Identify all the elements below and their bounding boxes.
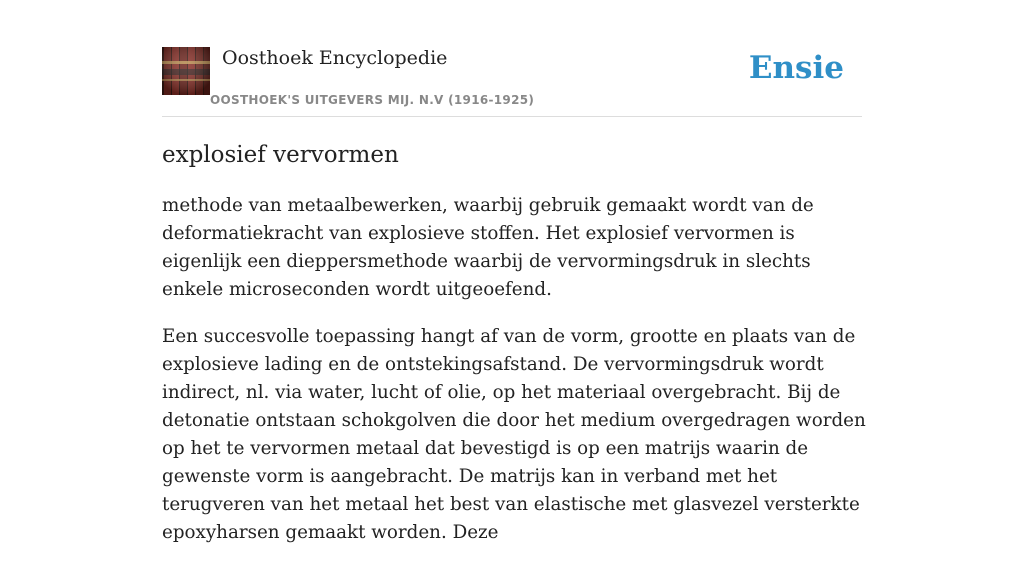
article-paragraph: methode van metaalbewerken, waarbij gebruik gemaakt wordt van de deformatiekracht van explosieve stoffen. Het explosief vervormen is eigenlijk een dieppersmethode waarbij de vervormingsdruk in slechts enkele microseconden wordt uitgeoefend.	[162, 195, 814, 300]
article-body	[162, 192, 867, 566]
ensie-logo[interactable]: Ensie	[748, 50, 844, 86]
source-name[interactable]: Oosthoek Encyclopedie	[222, 47, 448, 69]
source-header	[162, 46, 862, 117]
article-paragraph: Een succesvolle toepassing hangt af van de vorm, grootte en plaats van de explosieve lading en de ontstekingsafstand. De vervormingsdruk wordt indirect, nl. via water, lucht of olie, op het materiaal overgebracht. Bij de detonatie ontstaan schokgolven die door het medium overgedragen worden op het te vervormen metaal dat bevestigd is op een matrijs waarin de gewenste vorm is aangebracht. De matrijs kan in verband met het terugveren van het metaal het best van elastische met glasvezel versterkte epoxyharsen gemaakt worden. Deze	[162, 326, 866, 543]
publisher-label: OOSTHOEK'S UITGEVERS MIJ. N.V (1916-1925)	[210, 93, 535, 107]
books-icon	[162, 47, 210, 95]
source-avatar[interactable]	[162, 47, 210, 95]
article-title: explosief vervormen	[162, 142, 399, 168]
